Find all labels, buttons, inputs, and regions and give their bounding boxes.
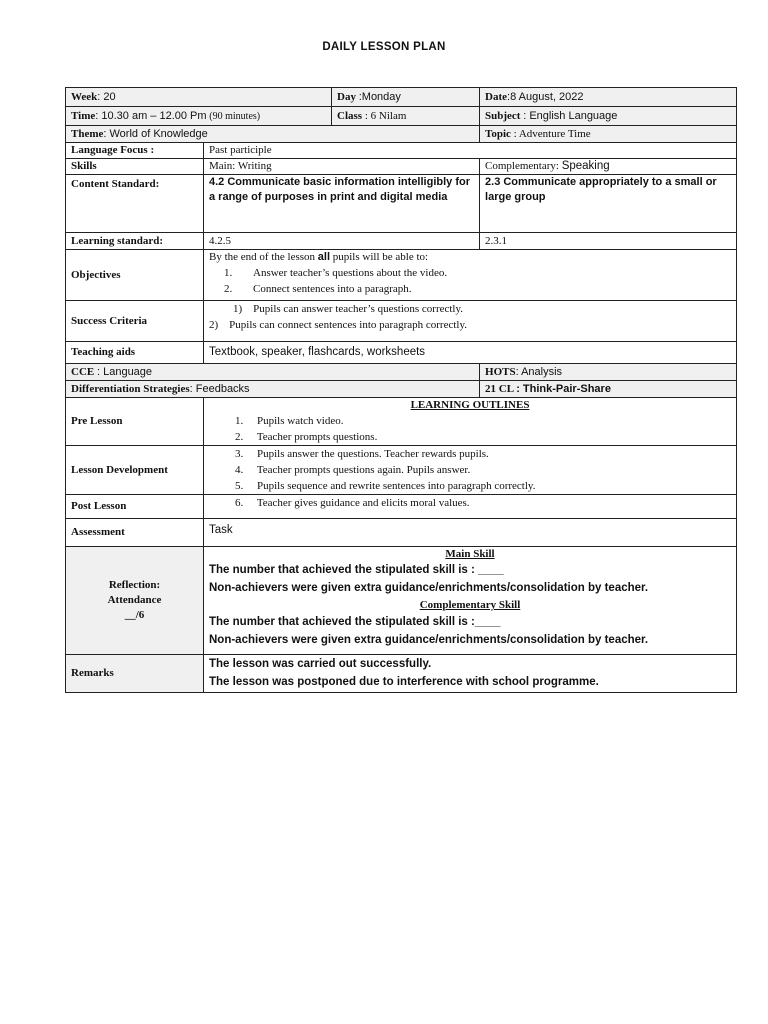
hots-label-text: HOTS: [485, 365, 516, 378]
skills-comp-value: Speaking: [561, 160, 610, 172]
attendance-count: __/6: [124, 609, 145, 621]
objectives-label: Objectives: [66, 250, 204, 301]
list-item: 3. Pupils answer the questions. Teacher rewards pupils.: [235, 448, 489, 460]
objectives-intro-b: pupils will be able to:: [330, 251, 429, 263]
day-cell: [332, 88, 480, 107]
lesson-development-content: [204, 446, 737, 495]
remarks-content: [204, 655, 737, 693]
complementary-skill-heading: Complementary Skill: [419, 599, 521, 611]
reflection-row: [66, 547, 737, 655]
remarks-line1: The lesson was carried out successfully.: [209, 658, 432, 670]
main-skill-line1: The number that achieved the stipulated skill is : ____: [209, 564, 504, 576]
outline-text: Teacher gives guidance and elicits moral values.: [256, 497, 470, 509]
main-skill-heading: Main Skill: [445, 548, 495, 560]
outline-text: Pupils sequence and rewrite sentences into paragraph correctly.: [257, 480, 536, 492]
hots-cell: [480, 364, 737, 381]
cl-label: 21 CL: [485, 382, 514, 395]
week-label: Week: [71, 90, 98, 103]
assessment-label: Assessment: [66, 519, 204, 547]
topic-label: Topic: [485, 127, 511, 140]
attendance-label: Attendance: [107, 594, 162, 606]
content-standard-row: [66, 175, 737, 233]
success-criteria-content: [204, 301, 737, 342]
reflection-content: [204, 547, 737, 655]
remarks-label: Remarks: [66, 655, 204, 693]
cl-value: : Think-Pair-Share: [516, 382, 611, 395]
list-item: 6. Teacher gives guidance and elicits moral values.: [235, 497, 470, 509]
list-item: 5. Pupils sequence and rewrite sentences into paragraph correctly.: [235, 480, 536, 492]
time-note: (90 minutes): [209, 110, 261, 122]
list-item: 2. Connect sentences into a paragraph.: [213, 283, 412, 295]
learning-standard-label: Learning standard:: [66, 233, 204, 250]
date-label: Date: [485, 90, 508, 103]
language-focus-row: [66, 143, 737, 159]
learning-standard-main: 4.2.5: [204, 233, 480, 250]
reflection-label-cell: [66, 547, 204, 655]
list-item: 1. Pupils watch video.: [235, 415, 344, 427]
assessment-value: Task: [204, 519, 737, 547]
outline-text: Teacher prompts questions again. Pupils answer.: [256, 464, 471, 476]
date-cell: [480, 88, 737, 107]
day-value: :Monday: [358, 90, 401, 103]
skills-comp: [480, 159, 737, 175]
content-standard-comp: 2.3 Communicate appropriately to a small or large group: [480, 175, 737, 233]
objective-text: Answer teacher’s questions about the video.: [253, 267, 448, 279]
post-lesson-content: [204, 495, 737, 519]
reflection-label: Reflection:: [108, 579, 161, 591]
class-cell: [332, 107, 480, 126]
post-lesson-row: [66, 495, 737, 519]
objectives-intro: [209, 250, 731, 265]
content-standard-label: Content Standard:: [66, 175, 204, 233]
success-criteria-label: Success Criteria: [66, 301, 204, 342]
objectives-intro-a: By the end of the lesson: [209, 251, 318, 263]
assessment-row: [66, 519, 737, 547]
objectives-intro-all: all: [317, 251, 330, 263]
language-focus-label: Language Focus :: [66, 143, 204, 159]
pre-lesson-label: Pre Lesson: [66, 398, 204, 446]
subject-cell: [480, 107, 737, 126]
week-value: : 20: [97, 90, 116, 103]
language-focus-value: Past participle: [204, 143, 737, 159]
remarks-line2: The lesson was postponed due to interference with school programme.: [209, 676, 599, 688]
learning-standard-row: [66, 233, 737, 250]
pre-lesson-row: [66, 398, 737, 446]
post-lesson-label: Post Lesson: [66, 495, 204, 519]
objectives-list: [209, 265, 731, 297]
page-title: DAILY LESSON PLAN: [322, 41, 446, 53]
teaching-aids-row: [66, 342, 737, 364]
lesson-development-row: [66, 446, 737, 495]
time-cell: [66, 107, 332, 126]
time-label: Time: [71, 109, 96, 122]
date-value: :8 August, 2022: [507, 90, 584, 103]
content-standard-main: 4.2 Communicate basic information intelligibly for a range of purposes in print and digital media: [204, 175, 480, 233]
comp-skill-line1: The number that achieved the stipulated skill is :____: [209, 616, 501, 628]
list-item: 2) Pupils can connect sentences into paragraph correctly.: [209, 319, 468, 331]
time-value: : 10.30 am – 12.00 Pm: [95, 109, 207, 122]
success-criteria-row: [66, 301, 737, 342]
objectives-row: [66, 250, 737, 301]
cce-row: [66, 364, 737, 381]
skills-row: [66, 159, 737, 175]
theme-row: [66, 126, 737, 143]
time-row: [66, 107, 737, 126]
pre-lesson-content: [204, 398, 737, 446]
week-row: [66, 88, 737, 107]
lesson-development-label: Lesson Development: [66, 446, 204, 495]
list-item: 1) Pupils can answer teacher’s questions correctly.: [233, 303, 464, 315]
objective-text: Connect sentences into a paragraph.: [253, 283, 412, 295]
success-criteria-text: Pupils can connect sentences into paragraph correctly.: [229, 319, 468, 331]
main-skill-line2: Non-achievers were given extra guidance/enrichments/consolidation by teacher.: [209, 582, 649, 594]
cce-label: CCE: [71, 365, 95, 378]
differentiation-value: : Feedbacks: [189, 382, 250, 395]
outline-text: Pupils answer the questions. Teacher rewards pupils.: [257, 448, 489, 460]
topic-cell: [480, 126, 737, 143]
cce-cell: [66, 364, 480, 381]
lesson-plan-table: [65, 87, 737, 693]
week-cell: [66, 88, 332, 107]
comp-skill-line2: Non-achievers were given extra guidance/enrichments/consolidation by teacher.: [209, 634, 649, 646]
differentiation-label: Differentiation Strategies: [71, 382, 190, 395]
topic-value: : Adventure Time: [513, 127, 591, 140]
learning-standard-comp: 2.3.1: [480, 233, 737, 250]
theme-label: Theme: [71, 127, 104, 140]
remarks-row: [66, 655, 737, 693]
list-item: 4. Teacher prompts questions again. Pupils answer.: [235, 464, 471, 476]
day-label: Day: [337, 90, 356, 103]
class-value: : 6 Nilam: [364, 109, 407, 122]
class-label: Class: [337, 109, 363, 122]
teaching-aids-value: Textbook, speaker, flashcards, worksheets: [204, 342, 737, 364]
skills-label: Skills: [66, 159, 204, 175]
outline-text: Teacher prompts questions.: [256, 431, 378, 443]
outline-text: Pupils watch video.: [257, 415, 344, 427]
theme-cell: [66, 126, 480, 143]
objectives-content: [204, 250, 737, 301]
list-item: 2. Teacher prompts questions.: [235, 431, 378, 443]
cce-value: : Language: [96, 365, 153, 378]
learning-outlines-heading: LEARNING OUTLINES: [410, 399, 530, 411]
teaching-aids-label: Teaching aids: [66, 342, 204, 364]
list-item: 1. Answer teacher’s questions about the video.: [213, 267, 448, 279]
cl-cell: [480, 381, 737, 398]
subject-label: Subject: [485, 109, 521, 122]
hots-value: : Analysis: [515, 365, 563, 378]
differentiation-row: [66, 381, 737, 398]
differentiation-cell: [66, 381, 480, 398]
success-criteria-text: Pupils can answer teacher’s questions correctly.: [253, 303, 464, 315]
theme-value: : World of Knowledge: [103, 127, 208, 140]
skills-comp-label: Complementary:: [485, 160, 559, 172]
skills-main: [204, 159, 480, 175]
subject-value: : English Language: [523, 109, 618, 122]
skills-main-text: Main: Writing: [209, 160, 272, 172]
